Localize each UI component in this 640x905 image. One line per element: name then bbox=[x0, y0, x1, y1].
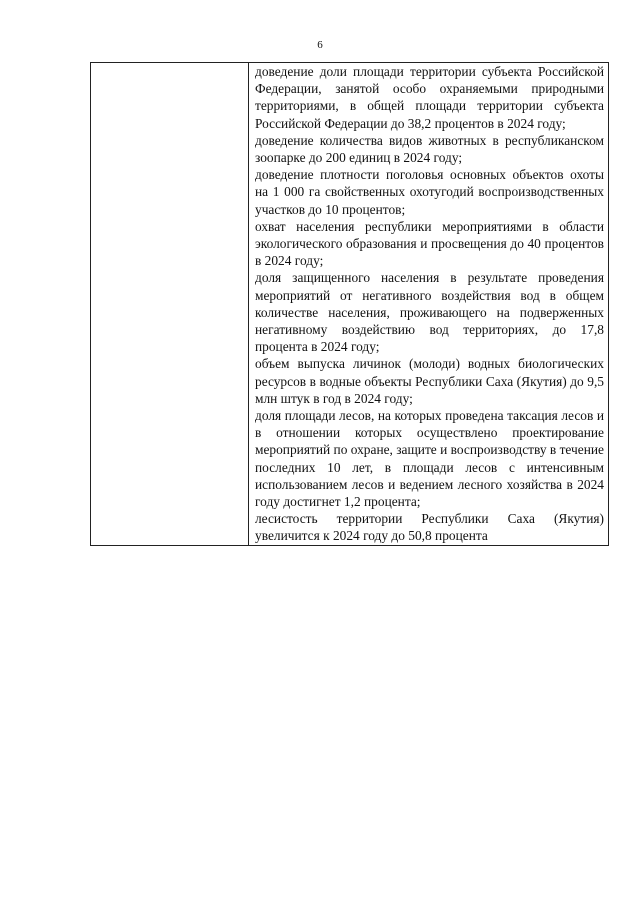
target-item: охват населения республики мероприятиями в области экологического образования и просвещения до 40 процентов в 2024 году; bbox=[255, 218, 604, 269]
target-item: доведение плотности поголовья основных объектов охоты на 1 000 га свойственных охотугодий воспроизводственных участков до 10 процентов; bbox=[255, 167, 604, 217]
target-item: объем выпуска личинок (молоди) водных биологических ресурсов в водные объекты Республики Саха (Якутия) до 9,5 млн штук в год в 2024 году; bbox=[255, 356, 604, 406]
target-item: лесистость территории Республики Саха (Якутия) увеличится к 2024 году до 50,8 процента bbox=[255, 511, 604, 544]
page-number: 6 bbox=[317, 39, 323, 51]
table-row bbox=[91, 63, 609, 546]
target-item: доведение количества видов животных в республиканском зоопарке до 200 единиц в 2024 году; bbox=[255, 132, 604, 166]
table-cell-left bbox=[91, 63, 249, 546]
target-item: доля защищенного населения в результате проведения мероприятий от негативного воздействия вод в общем количестве населения, проживающего на подверженных негативному воздействию вод территориях, до 17,8 процента в 2024 году; bbox=[255, 270, 604, 355]
target-item: доведение доли площади территории субъекта Российской Федерации, занятой особо охраняемыми природными территориями, в общей площади территории субъекта Российской Федерации до 38,2 процентов в 2024 году; bbox=[255, 64, 604, 131]
table-cell-targets bbox=[249, 63, 609, 546]
targets-table bbox=[90, 62, 609, 546]
target-item: доля площади лесов, на которых проведена таксация лесов и в отношении которых осуществлено проектирование мероприятий по охране, защите и воспроизводству в течение последних 10 лет, в площади лесов с интенсивным использованием лесов и ведением лесного хозяйства в 2024 году достигнет 1,2 процента; bbox=[255, 408, 604, 510]
